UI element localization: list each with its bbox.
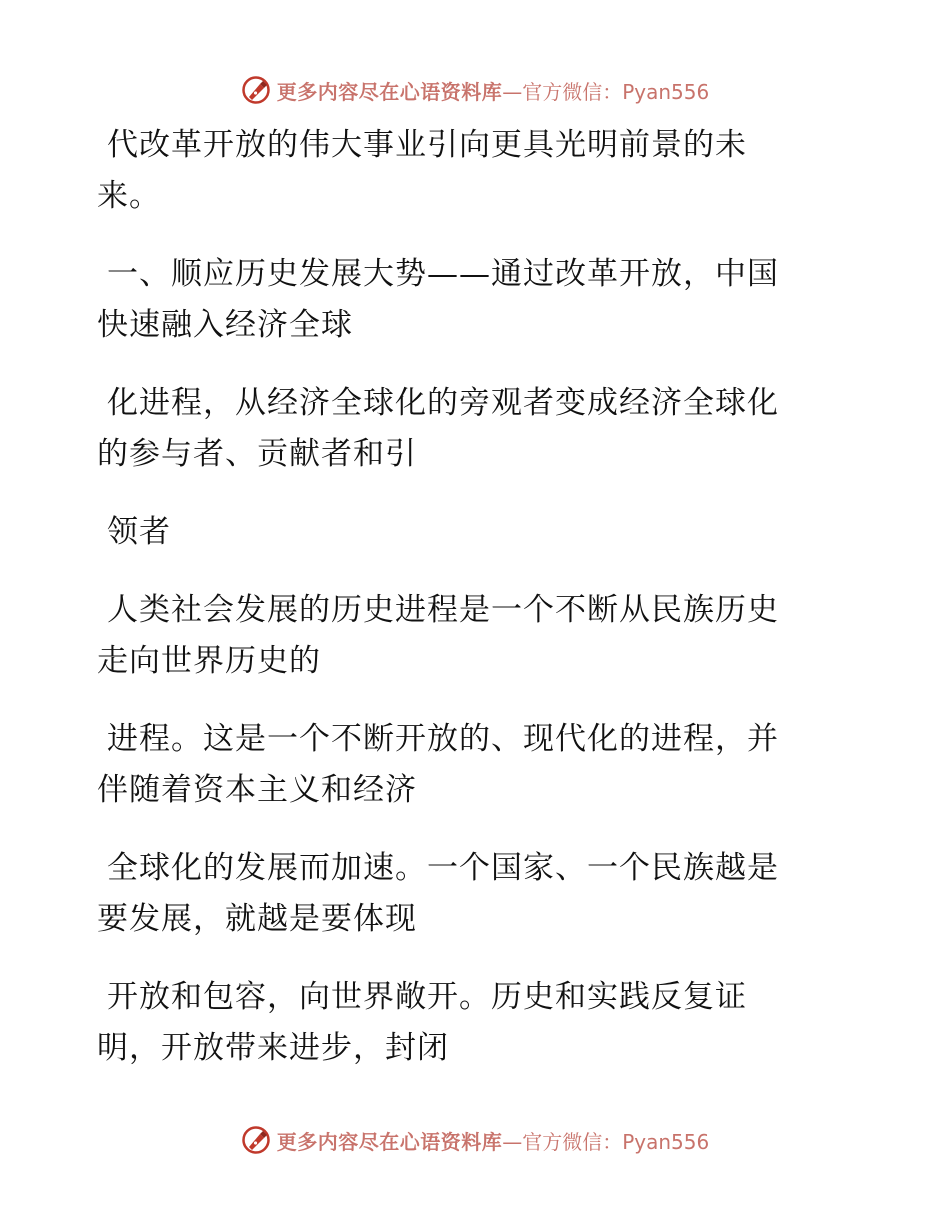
pen-nib-logo-icon [241,1125,271,1155]
text-line: 要发展，就越是要体现 [97,901,417,937]
text-line: 明，开放带来进步，封闭 [97,1030,449,1066]
text-line: 伴随着资本主义和经济 [97,772,417,808]
paragraph-2-heading [97,249,837,351]
text-line: 来。 [97,178,161,214]
text-line: 化进程，从经济全球化的旁观者变成经济全球化 [107,385,779,421]
text-line: 的参与者、贡献者和引 [97,436,417,472]
text-line: 快速融入经济全球 [97,307,353,343]
footer-banner [0,1120,950,1160]
paragraph-8 [97,972,837,1074]
text-line: 全球化的发展而加速。一个国家、一个民族越是 [107,850,779,886]
text-line: 领者 [107,514,171,550]
header-banner [0,70,950,110]
paragraph-4 [97,507,837,558]
paragraph-1 [97,120,837,222]
pen-nib-logo-icon [241,75,271,105]
paragraph-5 [97,585,837,687]
footer-wechat-text: —官方微信：Pyan556 [502,1129,710,1154]
text-line: 代改革开放的伟大事业引向更具光明前景的未 [107,127,747,163]
text-line: 一、顺应历史发展大势——通过改革开放，中国 [107,256,779,292]
text-line: 进程。这是一个不断开放的、现代化的进程，并 [107,721,779,757]
paragraph-6 [97,714,837,816]
paragraph-3 [97,378,837,480]
text-line: 开放和包容，向世界敞开。历史和实践反复证 [107,979,747,1015]
document-body [97,120,837,1101]
header-brand-text: 更多内容尽在心语资料库 [276,79,503,104]
text-line: 人类社会发展的历史进程是一个不断从民族历史 [107,592,779,628]
footer-brand-text: 更多内容尽在心语资料库 [276,1129,503,1154]
text-line: 走向世界历史的 [97,643,321,679]
header-wechat-text: —官方微信：Pyan556 [502,79,710,104]
paragraph-7 [97,843,837,945]
